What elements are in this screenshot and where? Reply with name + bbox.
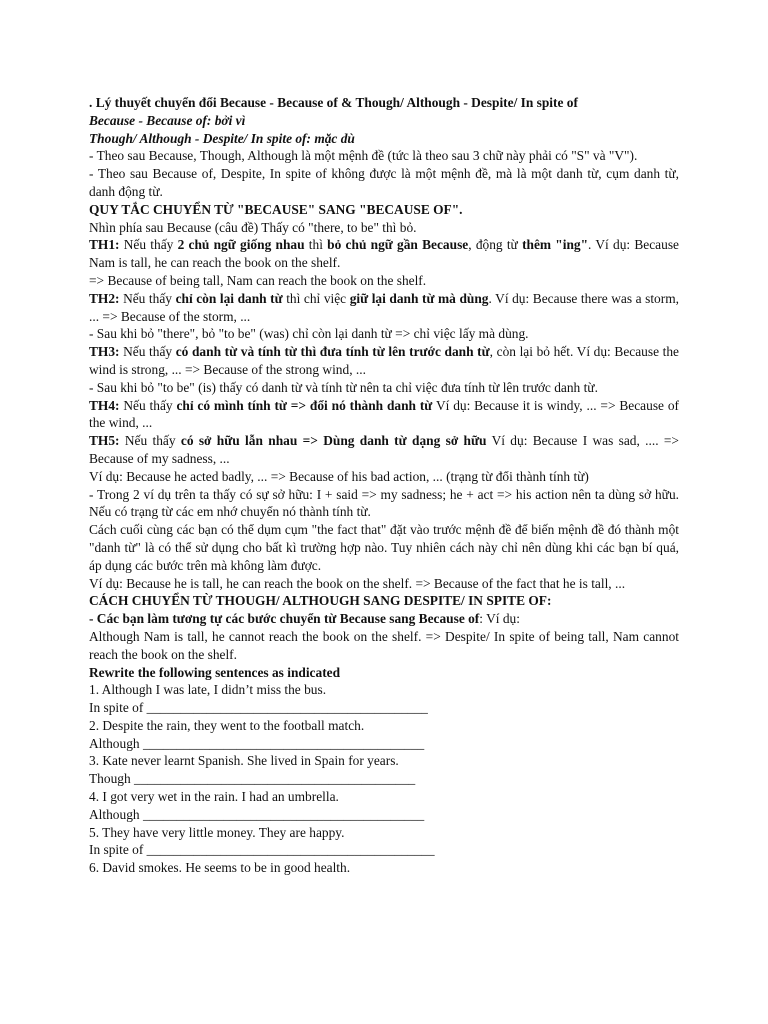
exercise-answer-line[interactable] — [89, 841, 679, 859]
rule-text: , còn lại bỏ hết. Ví dụ: Because the wind is strong, ... => Because of the strong wind, ... — [89, 344, 679, 377]
example-the-fact-that: Ví dụ: Because he is tall, he can reach the book on the shelf. => Because of the fact that he is tall, ... — [89, 575, 626, 591]
answer-start: In spite of — [89, 700, 147, 716]
note-the-fact-that: Cách cuối cùng các bạn có thể dụm cụm "the fact that" đặt vào trước mệnh đề để biến mệnh đề đó thành một "danh từ" là có thể sử dụng cho bất kì trường hợp nào. Tuy nhiên cách này chỉ nên dùng khi các bạn bí quá, áp dụng các bước trên mà không làm được. — [89, 522, 679, 573]
exercise-question: 2. Despite the rain, they went to the football match. — [89, 717, 365, 733]
rule-text: , động từ — [468, 237, 523, 253]
exercise-answer-line[interactable] — [89, 735, 679, 753]
rule-text: Nếu thấy — [119, 290, 176, 306]
note-possessive: - Trong 2 ví dụ trên ta thấy có sự sở hữu: I + said => my sadness; he + act => his action nên ta dùng sở hữu. Nếu có trạng từ các em nhớ chuyển nó thành tính từ. — [89, 486, 679, 520]
answer-start: Though — [89, 771, 135, 787]
section-intro-because: Nhìn phía sau Because (câu đề) Thấy có "there, to be" thì bỏ. — [89, 219, 417, 235]
rule-emphasis: chỉ còn lại danh từ — [175, 290, 283, 306]
rule-text: Ví dụ: Because it is windy, ... => Because of the wind, ... — [89, 397, 679, 431]
rule-emphasis: giữ lại danh từ mà dùng — [349, 290, 489, 306]
rule-th1-result: => Because of being tall, Nam can reach the book on the shelf. — [89, 272, 427, 288]
exercise-question: 5. They have very little money. They are happy. — [89, 824, 345, 840]
answer-start: Although — [89, 735, 143, 751]
answer-blank[interactable]: __________________________________________ — [142, 806, 425, 822]
exercise-question: 1. Although I was late, I didn’t miss the bus. — [89, 682, 327, 698]
definition-because: Because - Because of: bởi vì — [89, 112, 246, 128]
rule-label: TH3: — [89, 344, 120, 360]
rule-emphasis: có sở hữu lẫn nhau => Dùng danh từ dạng sở hữu — [180, 433, 487, 449]
answer-start: In spite of — [89, 842, 147, 858]
exercise-answer-line[interactable] — [89, 770, 679, 788]
section-intro-bold: - Các bạn làm tương tự các bước chuyển từ Because sang Because of — [89, 611, 480, 627]
definition-though: Though/ Although - Despite/ In spite of: mặc dù — [89, 130, 355, 146]
exercise-item — [89, 681, 679, 717]
rule-emphasis: thêm "ing" — [522, 237, 589, 253]
exercise-question: 4. I got very wet in the rain. I had an umbrella. — [89, 789, 339, 805]
exercise-item — [89, 824, 679, 860]
rule-emphasis: bỏ chủ ngữ gần Because — [327, 237, 469, 253]
rule-th3-note: - Sau khi bỏ "to be" (is) thấy có danh từ và tính từ nên ta chỉ việc đưa tính từ lên trước danh từ. — [89, 379, 598, 395]
rule-label: TH5: — [89, 433, 120, 449]
section-intro-though — [89, 610, 679, 628]
answer-blank[interactable]: ___________________________________________ — [146, 842, 435, 858]
intro-paragraph-2: - Theo sau Because of, Despite, In spite of không được là một mệnh đề, mà là một danh từ, cụm danh từ, danh động từ. — [89, 166, 679, 199]
exercise-item — [89, 859, 679, 877]
section-intro-rest: : Ví dụ: — [479, 611, 520, 627]
exercise-question: 6. David smokes. He seems to be in good health. — [89, 860, 351, 876]
rule-text: Nếu thấy — [119, 433, 181, 449]
exercise-item — [89, 752, 679, 788]
example-badly: Ví dụ: Because he acted badly, ... => Because of his bad action, ... (trạng từ đổi thành tính từ) — [89, 468, 589, 484]
exercise-answer-line[interactable] — [89, 806, 679, 824]
rule-text: . Ví dụ: Because there was a storm, ... => Because of the storm, ... — [89, 290, 679, 324]
rule-label: TH4: — [89, 397, 120, 413]
rule-th3 — [89, 343, 679, 379]
rule-th2 — [89, 290, 679, 326]
example-although: Although Nam is tall, he cannot reach the book on the shelf. => Despite/ In spite of being tall, Nam cannot reach the book on the shelf. — [89, 628, 679, 662]
exercise-question: 3. Kate never learnt Spanish. She lived in Spain for years. — [89, 753, 399, 769]
rule-th2-note: - Sau khi bỏ "there", bỏ "to be" (was) chỉ còn lại danh từ => chỉ việc lấy mà dùng. — [89, 326, 529, 342]
section-heading-because: QUY TẮC CHUYỂN TỪ "BECAUSE" SANG "BECAUSE OF". — [89, 201, 463, 217]
rule-emphasis: chỉ có mình tính từ => đổi nó thành danh từ — [176, 397, 433, 413]
rule-th1 — [89, 236, 679, 272]
exercise-item — [89, 717, 679, 753]
exercise-heading: Rewrite the following sentences as indicated — [89, 664, 341, 680]
answer-blank[interactable]: __________________________________________ — [142, 735, 425, 751]
rule-label: TH1: — [89, 237, 120, 253]
answer-blank[interactable]: __________________________________________ — [134, 771, 416, 787]
rule-text: thì — [304, 237, 328, 253]
rule-th4 — [89, 397, 679, 433]
rule-th5 — [89, 432, 679, 468]
rule-text: Ví dụ: Because I was sad, .... => Because of my sadness, ... — [89, 433, 679, 466]
rule-label: TH2: — [89, 290, 120, 306]
answer-start: Although — [89, 806, 143, 822]
exercise-answer-line[interactable] — [89, 699, 679, 717]
rule-text: thì chỉ việc — [282, 290, 350, 306]
section-heading-though: CÁCH CHUYỂN TỪ THOUGH/ ALTHOUGH SANG DESPITE/ IN SPITE OF: — [89, 593, 552, 609]
intro-paragraph-1: - Theo sau Because, Though, Although là một mệnh đề (tức là theo sau 3 chữ này phải có "S" và "V"). — [89, 148, 638, 164]
document-body — [89, 94, 679, 877]
rule-text: Nếu thấy — [119, 397, 177, 413]
exercise-item — [89, 788, 679, 824]
doc-title: . Lý thuyết chuyển đổi Because - Because of & Though/ Although - Despite/ In spite of — [89, 95, 578, 110]
rule-text: Nếu thấy — [119, 237, 178, 253]
rule-text: . Ví dụ: Because Nam is tall, he can reach the book on the shelf. — [89, 237, 679, 271]
rule-emphasis: có danh từ và tính từ thì đưa tính từ lên trước danh từ — [175, 344, 490, 360]
rule-text: Nếu thấy — [119, 344, 176, 360]
answer-blank[interactable]: __________________________________________ — [146, 700, 428, 716]
rule-emphasis: 2 chủ ngữ giống nhau — [177, 237, 305, 253]
